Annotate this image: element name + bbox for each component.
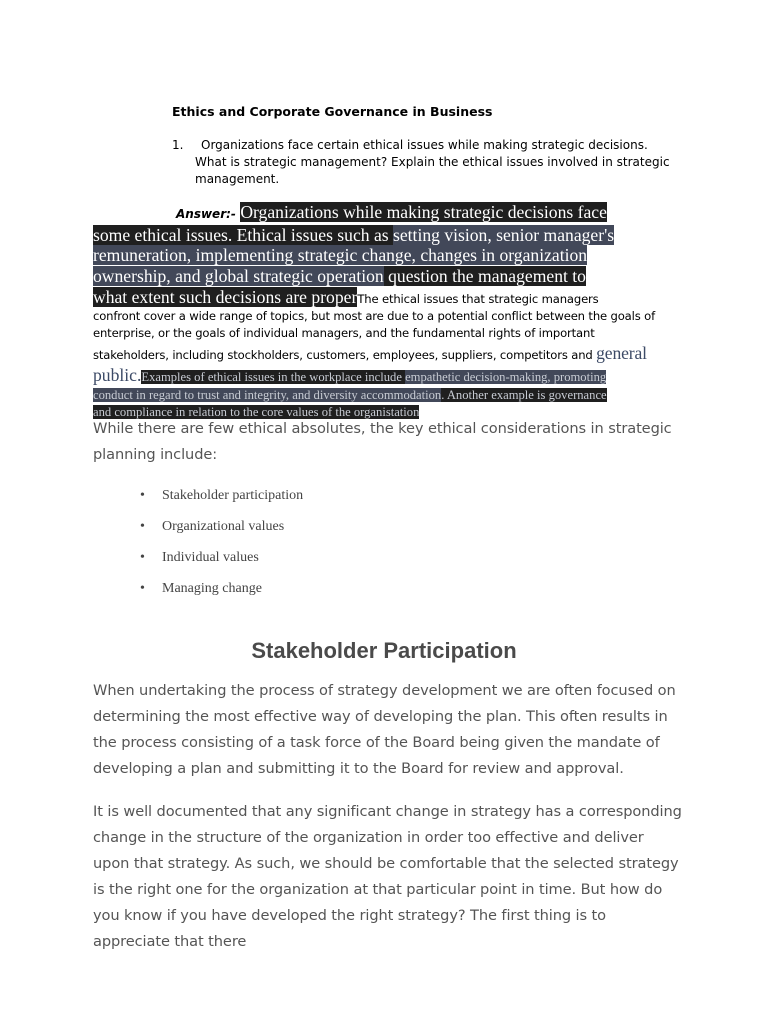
answer-highlight: setting vision, senior manager's <box>393 224 615 245</box>
answer-text: stakeholders, including stockholders, customers, employees, suppliers, competitors and <box>93 348 597 363</box>
question <box>172 137 672 187</box>
answer-text: what extent such decisions are proper <box>93 286 358 307</box>
answer-label: Answer:- <box>176 207 236 221</box>
answer-text: The ethical issues that strategic managers <box>357 291 599 306</box>
answer-line-3 <box>93 245 673 266</box>
answer-line-6: confront cover a wide range of topics, but most are due to a potential conflict between the goals of <box>93 308 656 323</box>
answer-line-9 <box>93 367 673 386</box>
list-item-label: Organizational values <box>162 519 285 534</box>
answer-line-4 <box>93 266 673 287</box>
intro-paragraph: While there are few ethical absolutes, the key ethical considerations in strategic planning include: <box>93 420 672 463</box>
document-title: Ethics and Corporate Governance in Business <box>172 104 493 119</box>
list-item <box>140 548 303 579</box>
answer-line-1 <box>93 202 673 225</box>
answer-line-5 <box>93 287 673 308</box>
bullet-icon: • <box>140 519 145 534</box>
examples-block <box>93 367 673 421</box>
answer-text: question the management to <box>383 266 586 287</box>
list-item <box>140 579 303 610</box>
question-text: Organizations face certain ethical issues while making strategic decisions. What is strategic management? Explain the ethical issues involved in strategic management. <box>195 138 670 186</box>
body-paragraph-1: When undertaking the process of strategy development we are often focused on determining the most effective way of developing the plan. This often results in the process consisting of a task force of the Board being given the mandate of developing a plan and submitting it to the Board for review and approval. <box>93 682 676 777</box>
answer-highlight: remuneration, implementing strategic change, changes in organization <box>93 245 588 266</box>
question-number: 1. <box>172 138 184 152</box>
answer-block <box>93 202 673 421</box>
answer-text: public. <box>93 365 142 386</box>
answer-text: some ethical issues. Ethical issues such as <box>93 224 394 245</box>
answer-line-7: enterprise, or the goals of individual managers, and the fundamental rights of important <box>93 325 595 340</box>
answer-line-10 <box>93 387 673 404</box>
body-paragraph-2: It is well documented that any significant change in strategy has a corresponding change in the structure of the organization in order too effective and deliver upon that strategy. As such, we should be comfortable that the selected strategy is the right one for the organization at that particular point in time. But how do you know if you have developed the right strategy? The first thing is to appreciate that there <box>93 803 682 950</box>
answer-highlight: empathetic decision-making, promoting <box>405 370 607 385</box>
considerations-list <box>140 486 303 610</box>
answer-line-2 <box>93 225 673 246</box>
list-item-label: Stakeholder participation <box>162 488 304 503</box>
bullet-icon: • <box>140 581 145 596</box>
answer-text: Organizations while making strategic decisions face <box>240 202 607 222</box>
bullet-icon: • <box>140 488 145 503</box>
list-item-label: Individual values <box>162 550 259 565</box>
answer-text: and compliance in relation to the core values of the organistation <box>93 404 420 419</box>
answer-text: Examples of ethical issues in the workplace include <box>141 370 406 385</box>
list-item-label: Managing change <box>162 581 262 596</box>
section-heading: Stakeholder Participation <box>251 638 517 663</box>
answer-line-8 <box>93 341 673 367</box>
answer-text: general <box>596 343 647 364</box>
list-item <box>140 486 303 517</box>
answer-text: . Another example is governance <box>441 387 607 402</box>
answer-highlight: conduct in regard to trust and integrity, and diversity accommodation <box>93 387 442 402</box>
answer-highlight: ownership, and global strategic operation <box>93 266 384 287</box>
list-item <box>140 517 303 548</box>
bullet-icon: • <box>140 550 145 565</box>
